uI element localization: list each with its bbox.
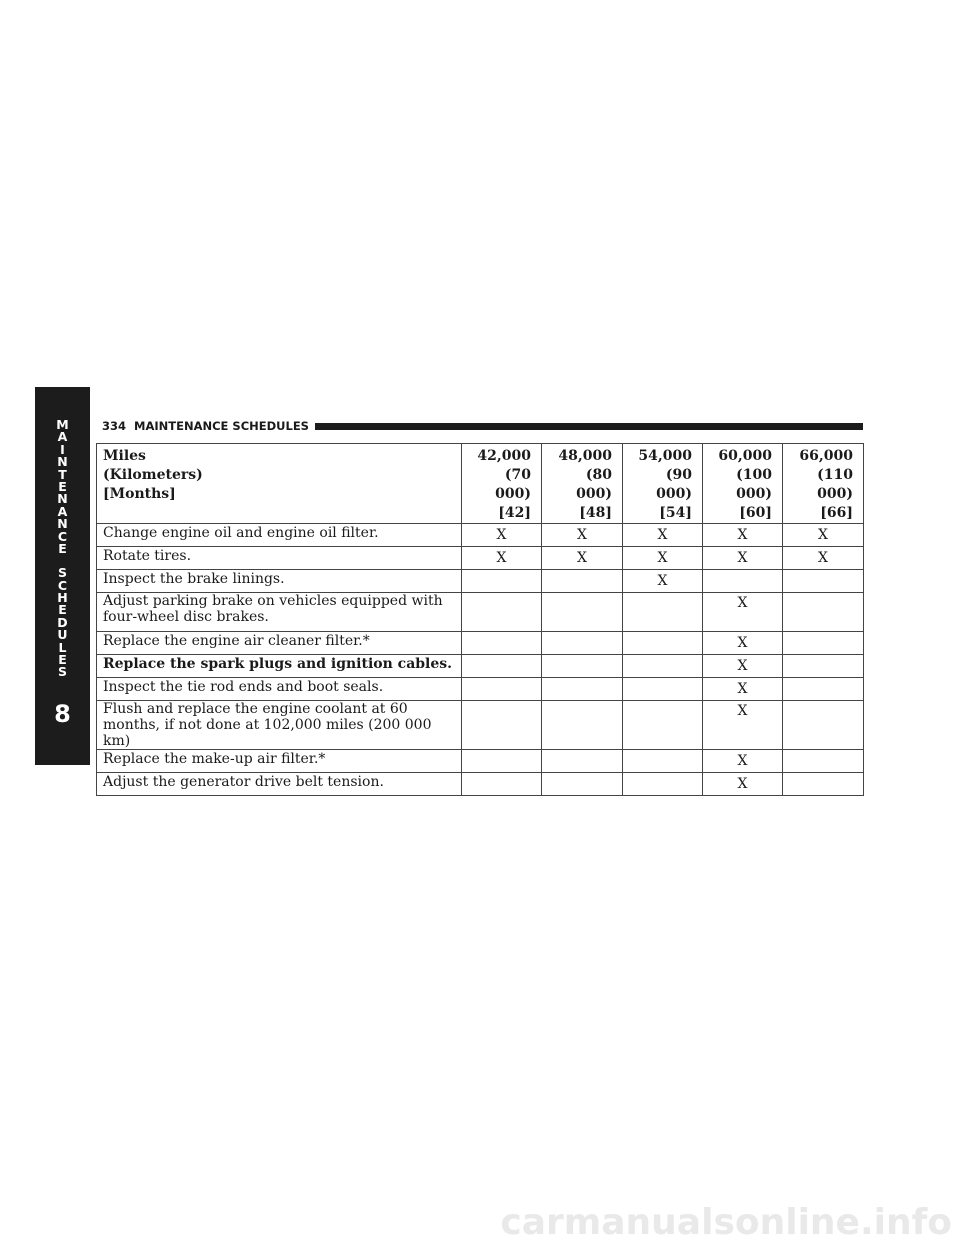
maintenance-schedule-table <box>96 443 864 796</box>
mark-cell <box>542 678 623 701</box>
table-row <box>97 593 864 632</box>
mark-cell: X <box>703 773 783 796</box>
mark-cell <box>783 655 864 678</box>
table-row <box>97 547 864 570</box>
side-letter: A <box>57 429 68 445</box>
interval-km: (90 000) <box>656 467 692 502</box>
interval-header <box>623 444 703 524</box>
interval-header <box>703 444 783 524</box>
mark-cell <box>703 570 783 593</box>
table-header-row <box>97 444 864 524</box>
mark-cell: X <box>623 570 703 593</box>
side-letter: H <box>57 590 68 606</box>
table-row <box>97 570 864 593</box>
mark-cell <box>462 701 542 750</box>
mark-cell: X <box>623 547 703 570</box>
table-row <box>97 632 864 655</box>
mark-cell <box>462 655 542 678</box>
mark-cell <box>462 678 542 701</box>
side-tab-letters <box>35 419 90 679</box>
mark-cell: X <box>703 632 783 655</box>
miles-label: Miles <box>103 448 146 464</box>
mark-cell <box>783 678 864 701</box>
side-letter: S <box>57 565 67 581</box>
table-row <box>97 678 864 701</box>
table-row <box>97 655 864 678</box>
mark-cell <box>462 593 542 632</box>
side-letter: T <box>58 466 67 482</box>
mark-cell <box>783 701 864 750</box>
mark-cell <box>623 678 703 701</box>
mark-cell <box>783 750 864 773</box>
side-letter: M <box>56 417 69 432</box>
mark-cell <box>783 632 864 655</box>
mark-cell <box>462 773 542 796</box>
interval-header <box>462 444 542 524</box>
mark-cell <box>623 773 703 796</box>
table-row <box>97 701 864 750</box>
mark-cell <box>462 570 542 593</box>
task-cell: Rotate tires. <box>97 547 462 570</box>
table-row <box>97 524 864 547</box>
side-letter: A <box>57 503 68 519</box>
interval-miles: 60,000 <box>718 448 772 464</box>
mark-cell: X <box>623 524 703 547</box>
side-letter: U <box>57 627 68 643</box>
watermark-text: carmanualsonline.info <box>500 1202 952 1242</box>
side-letter: C <box>57 528 68 544</box>
mark-cell: X <box>703 547 783 570</box>
mark-cell: X <box>703 678 783 701</box>
mark-cell: X <box>783 524 864 547</box>
mark-cell <box>542 773 623 796</box>
side-letter: I <box>60 441 65 457</box>
section-title: MAINTENANCE SCHEDULES <box>134 419 309 433</box>
mark-cell <box>623 593 703 632</box>
chapter-number: 8 <box>54 700 71 728</box>
side-letter: N <box>57 454 68 470</box>
task-cell: Replace the spark plugs and ignition cables. <box>97 655 462 678</box>
mark-cell: X <box>703 655 783 678</box>
interval-miles: 54,000 <box>638 448 692 464</box>
interval-label-cell <box>97 444 462 524</box>
task-cell: Adjust the generator drive belt tension. <box>97 773 462 796</box>
mark-cell <box>462 632 542 655</box>
interval-months: [66] <box>820 505 853 521</box>
mark-cell: X <box>703 750 783 773</box>
mark-cell: X <box>703 524 783 547</box>
side-letter: E <box>58 602 67 618</box>
mark-cell <box>542 655 623 678</box>
mark-cell <box>462 750 542 773</box>
page-number: 334 <box>102 419 127 433</box>
task-cell: Inspect the tie rod ends and boot seals. <box>97 678 462 701</box>
interval-km: (80 000) <box>576 467 612 502</box>
kilometers-label: (Kilometers) <box>103 467 203 483</box>
mark-cell <box>623 750 703 773</box>
table-row <box>97 750 864 773</box>
table-row <box>97 773 864 796</box>
mark-cell <box>542 632 623 655</box>
side-letter: N <box>57 491 68 507</box>
mark-cell <box>542 750 623 773</box>
side-letter: C <box>57 577 68 593</box>
interval-km: (100 000) <box>736 467 772 502</box>
task-cell: Replace the make-up air filter.* <box>97 750 462 773</box>
interval-km: (70 000) <box>495 467 531 502</box>
mark-cell <box>623 701 703 750</box>
side-letter: S <box>57 664 67 680</box>
mark-cell <box>783 773 864 796</box>
interval-miles: 66,000 <box>799 448 853 464</box>
interval-header <box>783 444 864 524</box>
mark-cell: X <box>703 701 783 750</box>
side-letter: N <box>57 516 68 532</box>
interval-months: [48] <box>579 505 612 521</box>
mark-cell: X <box>703 593 783 632</box>
mark-cell: X <box>462 547 542 570</box>
interval-miles: 42,000 <box>477 448 531 464</box>
mark-cell <box>623 632 703 655</box>
side-letter: E <box>58 540 67 556</box>
mark-cell <box>783 570 864 593</box>
interval-months: [54] <box>659 505 692 521</box>
mark-cell <box>623 655 703 678</box>
section-side-tab <box>35 387 90 765</box>
side-letter: L <box>58 639 67 655</box>
interval-months: [60] <box>739 505 772 521</box>
mark-cell: X <box>462 524 542 547</box>
task-cell: Inspect the brake linings. <box>97 570 462 593</box>
interval-months: [42] <box>498 505 531 521</box>
header-rule <box>315 423 863 430</box>
interval-miles: 48,000 <box>558 448 612 464</box>
mark-cell: X <box>542 547 623 570</box>
interval-header <box>542 444 623 524</box>
mark-cell <box>542 570 623 593</box>
side-letter: D <box>57 614 68 630</box>
mark-cell <box>542 701 623 750</box>
interval-km: (110 000) <box>817 467 853 502</box>
task-cell: Replace the engine air cleaner filter.* <box>97 632 462 655</box>
mark-cell: X <box>783 547 864 570</box>
mark-cell <box>783 593 864 632</box>
task-cell: Change engine oil and engine oil filter. <box>97 524 462 547</box>
side-letter: E <box>58 652 67 668</box>
task-cell: Adjust parking brake on vehicles equipped with four-wheel disc brakes. <box>97 593 462 632</box>
page-header <box>102 419 863 433</box>
mark-cell: X <box>542 524 623 547</box>
mark-cell <box>542 593 623 632</box>
task-cell: Flush and replace the engine coolant at 60 months, if not done at 102,000 miles (200 000 km) <box>97 701 462 750</box>
months-label: [Months] <box>103 486 176 502</box>
side-letter: E <box>58 478 67 494</box>
